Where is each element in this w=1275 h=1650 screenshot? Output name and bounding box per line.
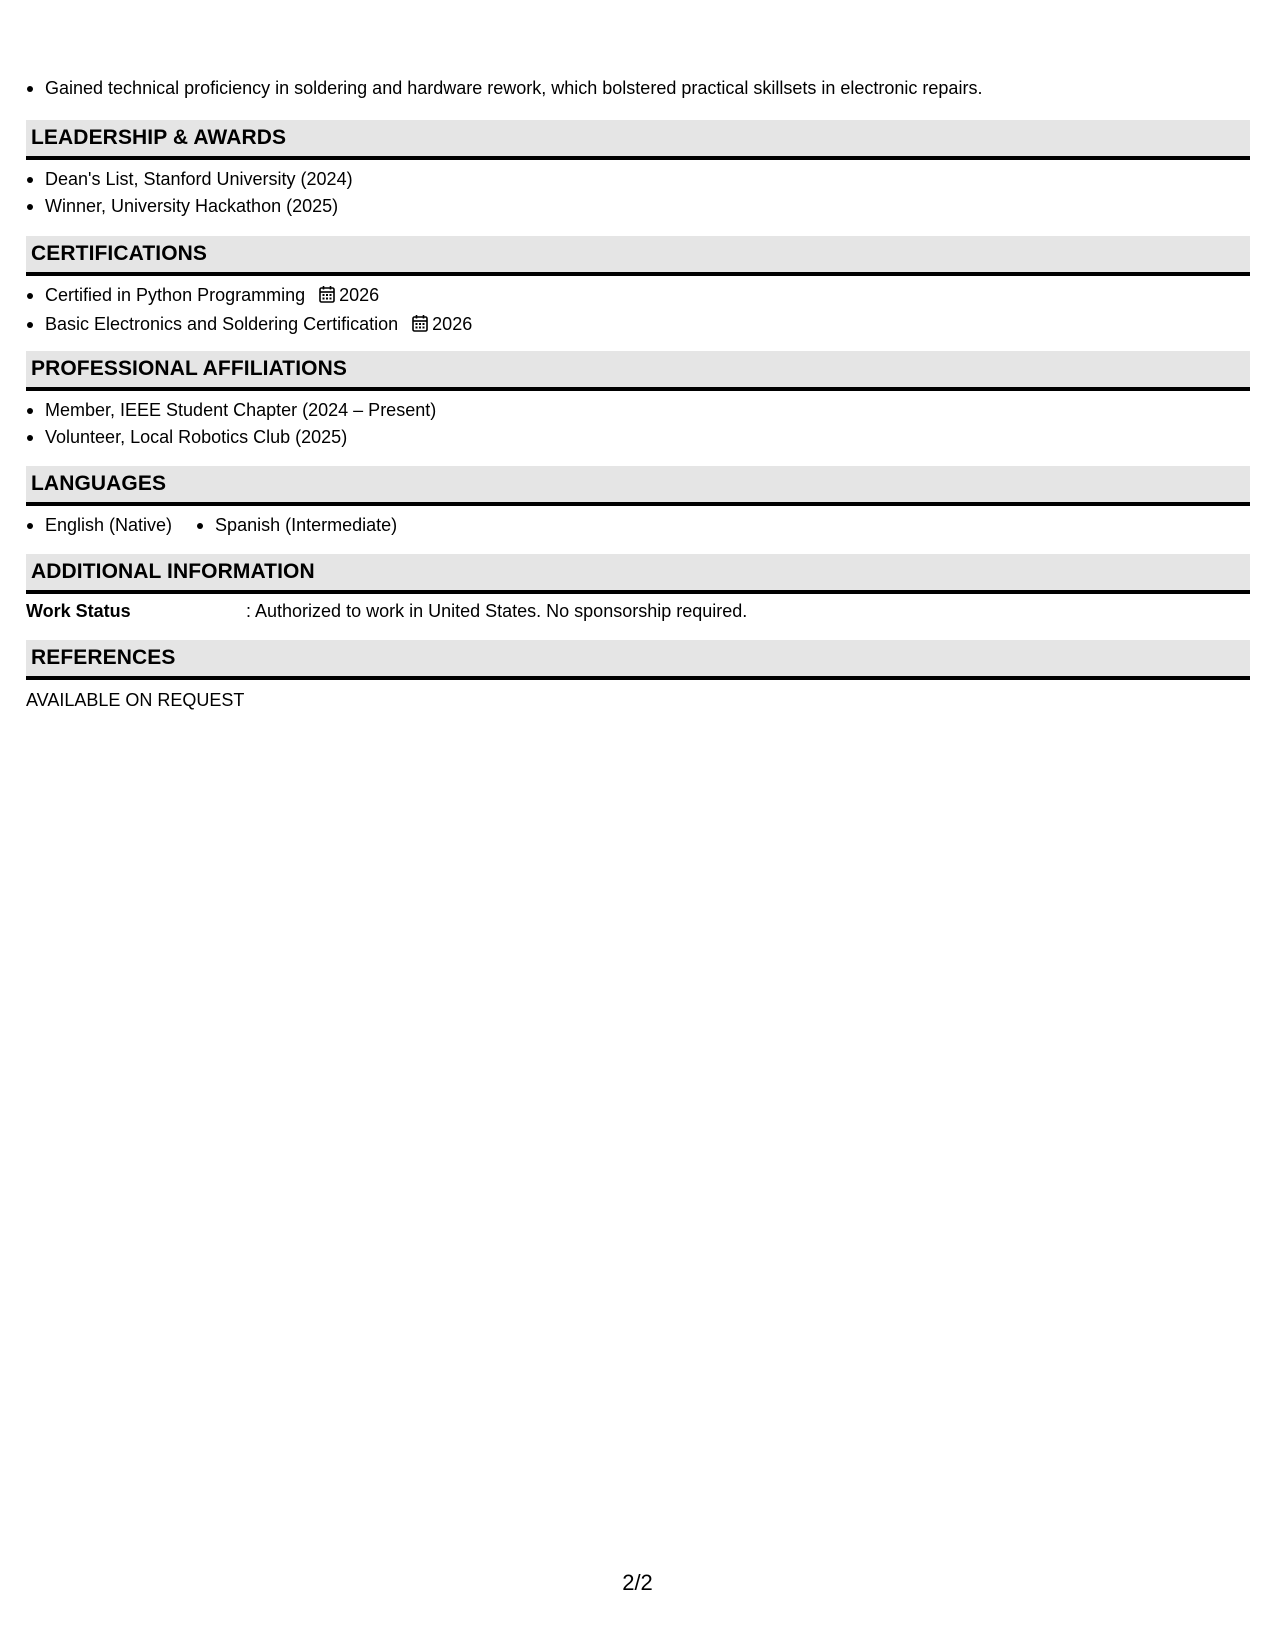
certifications-list [26, 282, 1250, 340]
work-status-label: Work Status [26, 601, 131, 621]
section-title: ADDITIONAL INFORMATION [26, 554, 1250, 594]
list-item [26, 282, 1250, 311]
list-item: English (Native) [26, 512, 172, 539]
page-number: 2/2 [622, 1570, 653, 1595]
list-item: Member, IEEE Student Chapter (2024 – Present) [26, 397, 1250, 424]
list-item: Gained technical proficiency in soldering and hardware rework, which bolstered practical skillsets in electronic repairs. [26, 75, 1250, 102]
list-item: Spanish (Intermediate) [196, 512, 397, 539]
references-text: AVAILABLE ON REQUEST [26, 690, 245, 710]
section-title: PROFESSIONAL AFFILIATIONS [26, 351, 1250, 391]
languages-list [26, 512, 1250, 539]
leadership-section [26, 120, 1250, 220]
certification-name: Certified in Python Programming [45, 285, 306, 305]
experience-continuation [26, 75, 1250, 102]
additional-information-section [26, 554, 1250, 625]
leadership-list [26, 166, 1250, 220]
section-title: LANGUAGES [26, 466, 1250, 506]
references-section [26, 640, 1250, 714]
list-item: Winner, University Hackathon (2025) [26, 193, 1250, 220]
calendar-icon [412, 313, 428, 340]
work-status-row [26, 598, 1250, 625]
certifications-section [26, 236, 1250, 340]
languages-section [26, 466, 1250, 539]
certification-name: Basic Electronics and Soldering Certification [45, 314, 399, 334]
list-item [26, 311, 1250, 340]
experience-bullet-list [26, 75, 1250, 102]
list-item: Dean's List, Stanford University (2024) [26, 166, 1250, 193]
certification-year: 2026 [432, 314, 473, 334]
calendar-icon [319, 284, 335, 311]
certification-year: 2026 [339, 285, 380, 305]
section-title: LEADERSHIP & AWARDS [26, 120, 1250, 160]
section-title: REFERENCES [26, 640, 1250, 680]
affiliations-section [26, 351, 1250, 451]
affiliations-list [26, 397, 1250, 451]
work-status-value: : Authorized to work in United States. No sponsorship required. [246, 601, 748, 621]
list-item: Volunteer, Local Robotics Club (2025) [26, 424, 1250, 451]
section-title: CERTIFICATIONS [26, 236, 1250, 276]
